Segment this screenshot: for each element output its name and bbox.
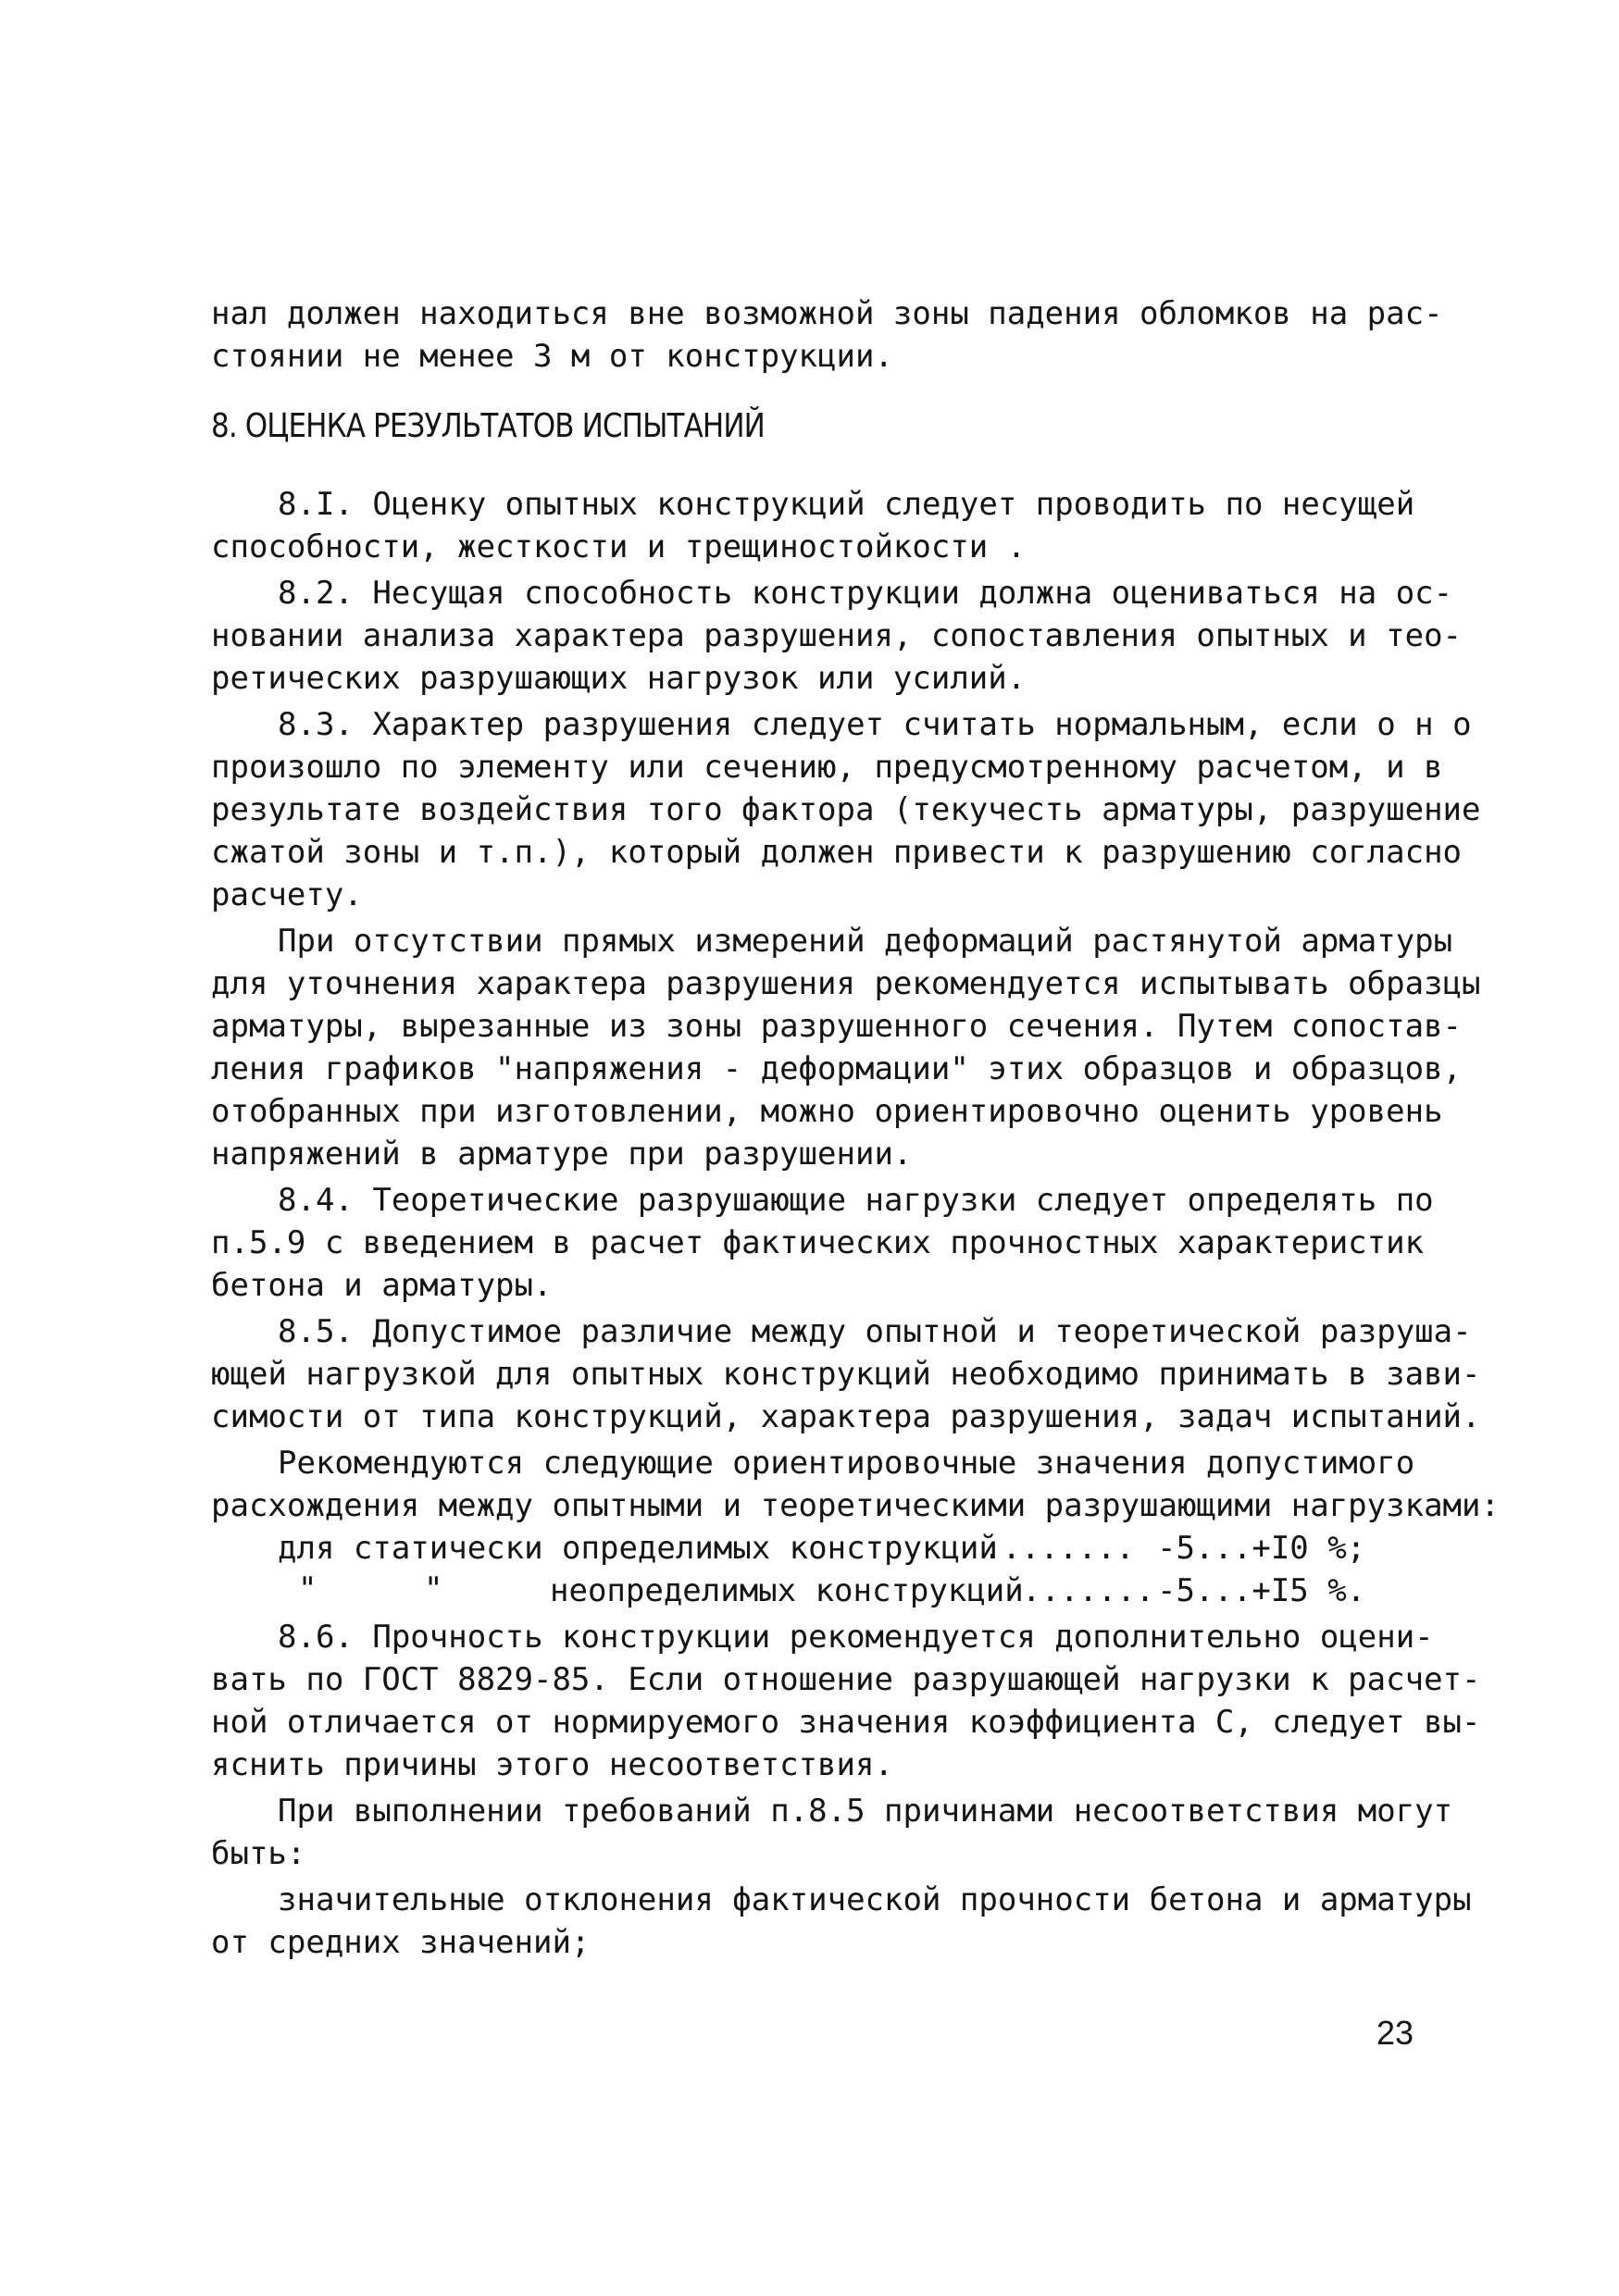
text-line: расчету. [211, 876, 363, 913]
text-line: нал должен находиться вне возможной зоны падения обломков на рас- [211, 295, 1443, 332]
text-line: ющей нагрузкой для опытных конструкций необходимо принимать в зави- [211, 1356, 1481, 1393]
tolerance-label: для статически определимых конструкций [278, 1530, 998, 1567]
text-line: бетона и арматуры. [211, 1267, 553, 1304]
text-line: 8.6. Прочность конструкции рекомендуется дополнительно оцени- [278, 1619, 1434, 1656]
text-line: 8.2. Несущая способность конструкции должна оцениваться на ос- [278, 575, 1453, 612]
text-line: отобранных при изготовлении, можно ориентировочно оценить уровень [211, 1093, 1443, 1130]
text-line: п.5.9 с введением в расчет фактических прочностных характеристик [211, 1224, 1425, 1261]
text-line: 8.5. Допустимое различие между опытной и теоретической разруша- [278, 1313, 1472, 1350]
text-line: Рекомендуются следующие ориентировочные значения допустимого [278, 1445, 1415, 1482]
text-line: ретических разрушающих нагрузок или усилий. [211, 660, 1027, 697]
text-line: вать по ГОСТ 8829-85. Если отношение разрушающей нагрузки к расчет- [211, 1661, 1481, 1698]
text-line: от средних значений; [211, 1924, 591, 1961]
tolerance-value: -5...+I5 %. [1157, 1572, 1366, 1609]
text-line: При выполнении требований п.8.5 причинами несоответствия могут [278, 1793, 1453, 1830]
leader-dots: ........ [983, 1530, 1135, 1567]
text-line: новании анализа характера разрушения, сопоставления опытных и тео- [211, 617, 1463, 654]
ditto-mark: " [424, 1570, 443, 1607]
page-number: 23 [1376, 2014, 1414, 2052]
text-line: арматуры, вырезанные из зоны разрушенного сечения. Путем сопостав- [211, 1008, 1463, 1045]
text-line: быть: [211, 1835, 306, 1872]
tolerance-label: неопределимых конструкций [550, 1572, 1024, 1609]
text-line: расхождения между опытными и теоретическими разрушающими нагрузками: [211, 1487, 1500, 1524]
text-line: значительные отклонения фактической прочности бетона и арматуры [278, 1881, 1472, 1918]
text-line: сжатой зоны и т.п.), который должен привести к разрушению согласно [211, 834, 1463, 871]
text-line: ления графиков "напряжения - деформации" этих образцов и образцов, [211, 1050, 1463, 1087]
text-line: яснить причины этого несоответствия. [211, 1746, 893, 1783]
text-line: результате воздействия того фактора (текучесть арматуры, разрушение [211, 791, 1481, 828]
text-line: симости от типа конструкций, характера разрушения, задач испытаний. [211, 1398, 1481, 1435]
text-line: 8.I. Оценку опытных конструкций следует проводить по несущей [278, 486, 1415, 523]
text-line: напряжений в арматуре при разрушении. [211, 1136, 913, 1173]
text-line: 8.4. Теоретические разрушающие нагрузки следует определять по [278, 1182, 1434, 1219]
ditto-mark: " [298, 1570, 318, 1607]
text-line: При отсутствии прямых измерений деформаций растянутой арматуры [278, 923, 1453, 960]
text-line: ной отличается от нормируемого значения коэффициента С, следует вы- [211, 1704, 1481, 1741]
tolerance-value: -5...+I0 %; [1157, 1530, 1366, 1567]
section-heading: 8. ОЦЕНКА РЕЗУЛЬТАТОВ ИСПЫТАНИЙ [211, 407, 765, 445]
leader-dots: ....... [1022, 1572, 1155, 1609]
text-line: способности, жесткости и трещиностойкости . [211, 528, 1027, 565]
text-line: произошло по элементу или сечению, предусмотренному расчетом, и в [211, 749, 1443, 786]
text-line: для уточнения характера разрушения рекомендуется испытывать образцы [211, 965, 1481, 1002]
text-line: 8.3. Характер разрушения следует считать нормальным, если о н о [278, 706, 1472, 743]
text-line: стоянии не менее 3 м от конструкции. [211, 338, 893, 375]
